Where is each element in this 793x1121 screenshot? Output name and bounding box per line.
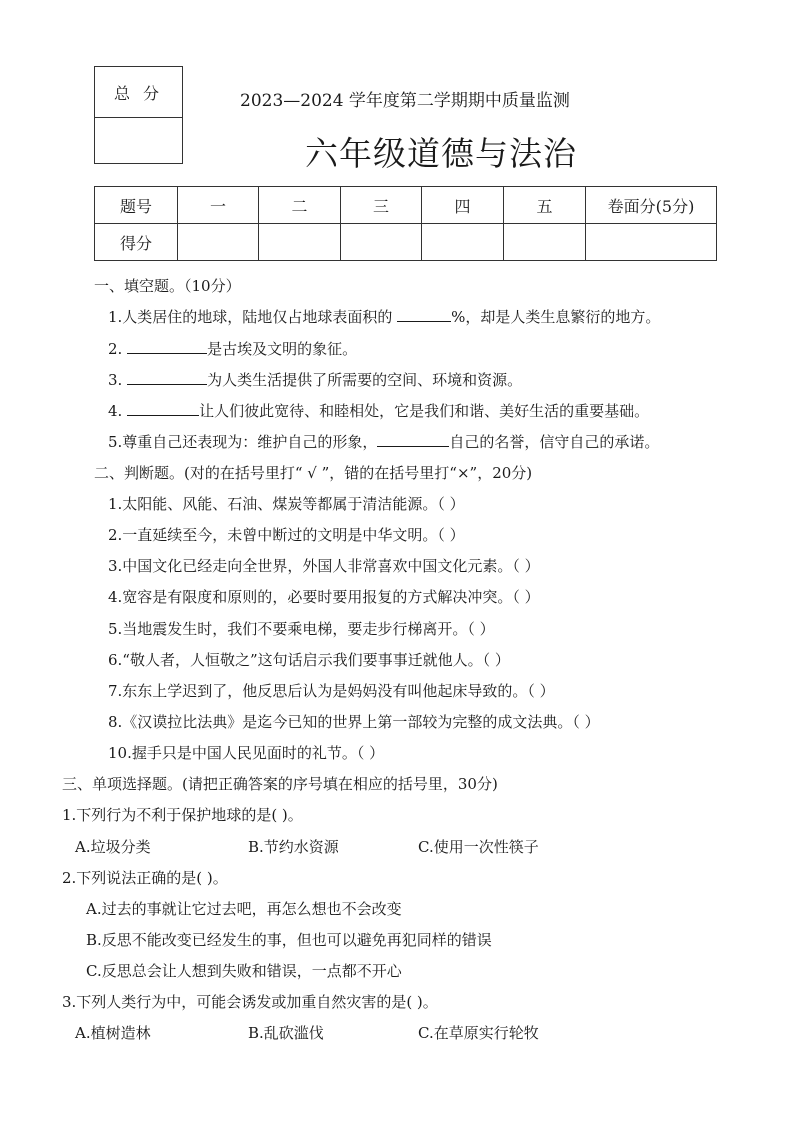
score-table-header-row bbox=[95, 187, 717, 224]
answer-blank[interactable] bbox=[397, 306, 451, 322]
total-score-box bbox=[94, 66, 183, 164]
choice-option: A.垃圾分类 bbox=[75, 838, 151, 856]
fill-question bbox=[108, 400, 649, 421]
score-table-header-cell: 四 bbox=[422, 187, 504, 224]
question-text: 为人类生活提供了所需要的空间、环境和资源。 bbox=[207, 371, 523, 389]
choice-option: A.过去的事就让它过去吧，再怎么想也不会改变 bbox=[86, 900, 402, 918]
score-row-label: 得分 bbox=[95, 224, 178, 261]
question-text: 自己的名誉，信守自己的承诺。 bbox=[449, 433, 660, 451]
score-table-header-cell: 五 bbox=[504, 187, 586, 224]
choice-question: 1.下列行为不利于保护地球的是( )。 bbox=[62, 806, 303, 824]
judge-question: 6.“敬人者，人恒敬之”这句话启示我们要事事迁就他人。（ ） bbox=[108, 651, 510, 669]
score-table bbox=[94, 186, 717, 261]
score-table-header-cell: 二 bbox=[259, 187, 341, 224]
judge-question: 10.握手只是中国人民见面时的礼节。（ ） bbox=[108, 744, 385, 762]
total-score-label: 总 分 bbox=[95, 67, 182, 118]
exam-subtitle: 2023—2024 学年度第二学期期中质量监测 bbox=[240, 91, 570, 111]
question-text: 4. bbox=[108, 402, 128, 420]
fill-question bbox=[108, 306, 660, 327]
answer-blank[interactable] bbox=[127, 369, 207, 385]
section2-heading: 二、判断题。(对的在括号里打“ √ ”，错的在括号里打“×”，20分) bbox=[94, 464, 533, 482]
score-cell[interactable] bbox=[178, 224, 259, 261]
choice-option: C.使用一次性筷子 bbox=[418, 838, 539, 856]
question-text: 让人们彼此宽待、和睦相处，它是我们和谐、美好生活的重要基础。 bbox=[199, 402, 650, 420]
answer-blank[interactable] bbox=[377, 431, 449, 447]
score-table-score-row bbox=[95, 224, 717, 261]
judge-question: 7.东东上学迟到了，他反思后认为是妈妈没有叫他起床导致的。（ ） bbox=[108, 682, 555, 700]
choice-option: B.节约水资源 bbox=[248, 838, 339, 856]
question-text: 2. bbox=[108, 340, 128, 358]
score-cell[interactable] bbox=[586, 224, 717, 261]
question-text: 5.尊重自己还表现为：维护自己的形象， bbox=[108, 433, 378, 451]
judge-question: 3.中国文化已经走向全世界，外国人非常喜欢中国文化元素。（ ） bbox=[108, 557, 540, 575]
score-cell[interactable] bbox=[504, 224, 586, 261]
question-text: 是古埃及文明的象征。 bbox=[207, 340, 358, 358]
section1-heading: 一、填空题。（10分） bbox=[94, 277, 241, 295]
judge-question: 1.太阳能、风能、石油、煤炭等都属于清洁能源。（ ） bbox=[108, 495, 465, 513]
choice-option: A.植树造林 bbox=[75, 1024, 151, 1042]
score-table-header-cell: 一 bbox=[178, 187, 259, 224]
score-cell[interactable] bbox=[422, 224, 504, 261]
section3-heading: 三、单项选择题。(请把正确答案的序号填在相应的括号里，30分) bbox=[62, 775, 498, 793]
choice-option: C.在草原实行轮牧 bbox=[418, 1024, 539, 1042]
score-table-header-cell: 题号 bbox=[95, 187, 178, 224]
answer-blank[interactable] bbox=[127, 400, 199, 416]
score-cell[interactable] bbox=[259, 224, 341, 261]
judge-question: 5.当地震发生时，我们不要乘电梯，要走步行梯离开。（ ） bbox=[108, 620, 495, 638]
score-table-header-cell: 卷面分(5分) bbox=[586, 187, 717, 224]
question-text: 3. bbox=[108, 371, 128, 389]
fill-question bbox=[108, 338, 357, 359]
score-cell[interactable] bbox=[341, 224, 422, 261]
judge-question: 4.宽容是有限度和原则的，必要时要用报复的方式解决冲突。（ ） bbox=[108, 588, 540, 606]
total-score-field[interactable] bbox=[95, 118, 182, 164]
score-table-header-cell: 三 bbox=[341, 187, 422, 224]
choice-option: B.反思不能改变已经发生的事，但也可以避免再犯同样的错误 bbox=[86, 931, 492, 949]
answer-blank[interactable] bbox=[127, 338, 207, 354]
choice-option: B.乱砍滥伐 bbox=[248, 1024, 324, 1042]
fill-question bbox=[108, 369, 522, 390]
question-text: %，却是人类生息繁衍的地方。 bbox=[451, 308, 661, 326]
judge-question: 2.一直延续至今，未曾中断过的文明是中华文明。（ ） bbox=[108, 526, 465, 544]
fill-question bbox=[108, 431, 659, 452]
choice-question: 3.下列人类行为中，可能会诱发或加重自然灾害的是( )。 bbox=[62, 993, 438, 1011]
choice-question: 2.下列说法正确的是( )。 bbox=[62, 869, 228, 887]
question-text: 1.人类居住的地球，陆地仅占地球表面积的 bbox=[108, 308, 398, 326]
judge-question: 8.《汉谟拉比法典》是迄今已知的世界上第一部较为完整的成文法典。（ ） bbox=[108, 713, 600, 731]
choice-option: C.反思总会让人想到失败和错误，一点都不开心 bbox=[86, 962, 402, 980]
exam-title: 六年级道德与法治 bbox=[305, 134, 577, 173]
